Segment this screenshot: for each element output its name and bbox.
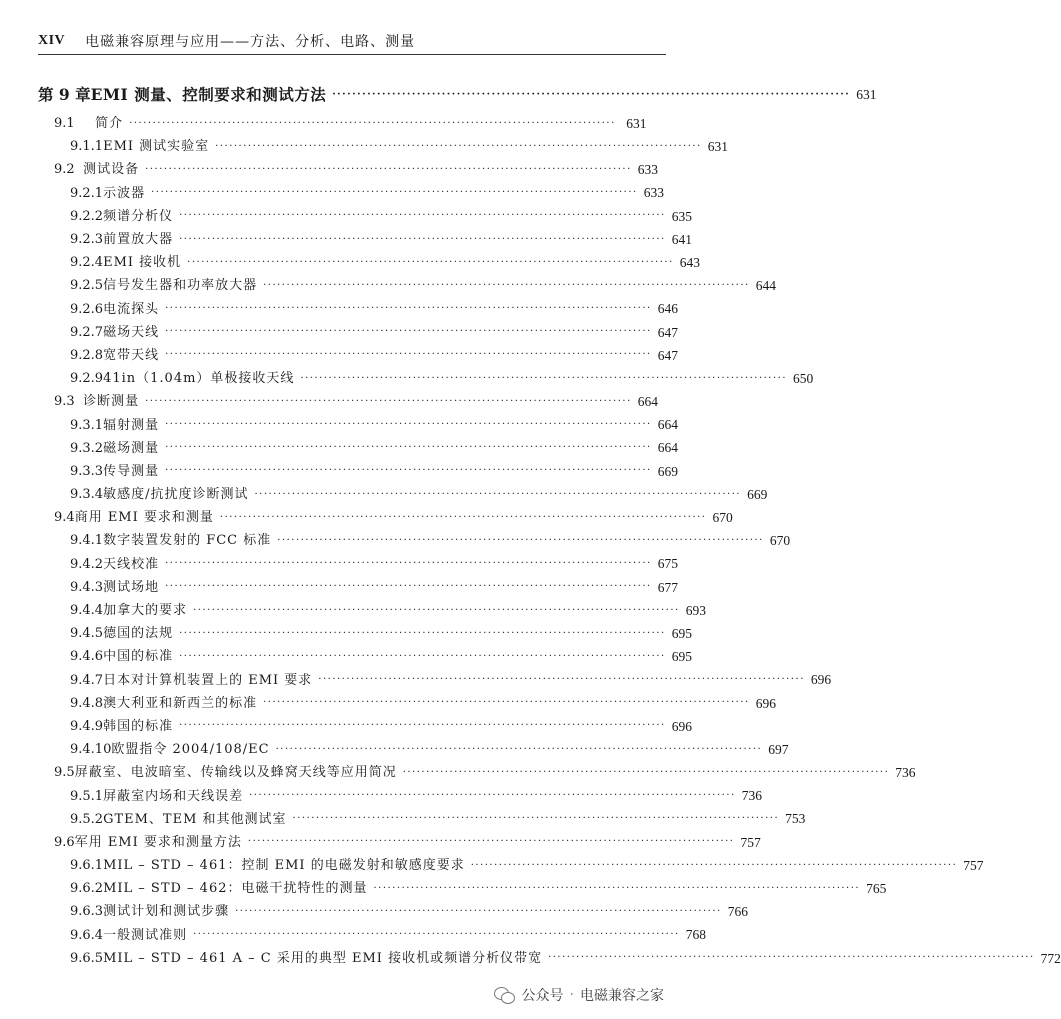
dot-leader: ········································································································ — [470, 859, 958, 871]
dot-leader: ········································································································ — [165, 419, 652, 431]
toc-subsection-entry[interactable] — [0, 808, 806, 831]
toc-subsection-entry[interactable] — [0, 692, 776, 715]
entry-page-number: 757 — [740, 834, 761, 850]
toc-entries — [0, 112, 1061, 970]
toc-section-entry[interactable] — [0, 112, 686, 135]
dot-leader: ········································································································ — [165, 581, 652, 593]
dot-leader: ········································································································ — [548, 952, 1035, 964]
entry-number: 9.1.1 — [70, 139, 104, 155]
entry-title: 示波器 — [103, 185, 146, 201]
entry-number: 9.3.2 — [70, 440, 104, 456]
toc-section-entry[interactable] — [0, 831, 761, 854]
toc-subsection-entry[interactable] — [0, 274, 776, 297]
dot-leader: ········································································································ — [332, 89, 851, 100]
entry-page-number: 736 — [741, 788, 762, 804]
entry-page-number: 664 — [637, 394, 659, 410]
entry-page-number: 695 — [671, 625, 692, 641]
entry-title: 军用 EMI 要求和测量方法 — [74, 834, 242, 850]
entry-page-number: 631 — [626, 115, 647, 131]
dot-leader: ········································································································ — [179, 233, 666, 245]
dot-leader: ········································································································ — [254, 488, 742, 500]
entry-page-number: 696 — [810, 672, 832, 688]
entry-title: 敏感度/抗扰度诊断测试 — [103, 487, 249, 503]
toc-subsection-entry[interactable] — [0, 622, 692, 645]
entry-title: 传导测量 — [103, 463, 160, 479]
entry-number: 9.6.3 — [70, 904, 104, 920]
toc-subsection-entry[interactable] — [0, 460, 686, 483]
book-title: 电磁兼容原理与应用——方法、分析、电路、测量 — [85, 34, 416, 50]
entry-title: 电流探头 — [103, 301, 160, 317]
entry-page-number: 669 — [747, 486, 768, 502]
dot-leader: ········································································································ — [145, 163, 632, 175]
entry-page-number: 765 — [866, 881, 887, 897]
toc-subsection-entry[interactable] — [0, 715, 692, 738]
dot-leader: ········································································································ — [179, 210, 666, 222]
entry-number: 9.6.1 — [70, 858, 104, 874]
entry-page-number: 643 — [679, 254, 700, 270]
toc-subsection-entry[interactable] — [0, 854, 984, 877]
entry-page-number: 646 — [657, 301, 678, 317]
dot-leader: ········································································································ — [247, 836, 735, 848]
chapter-title: EMI 测量、控制要求和测试方法 — [90, 85, 327, 105]
toc-subsection-entry[interactable] — [0, 367, 814, 390]
toc-subsection-entry[interactable] — [0, 413, 686, 436]
entry-title: 磁场天线 — [103, 324, 160, 340]
entry-title: 欧盟指令 2004/108/EC — [111, 742, 270, 758]
toc-subsection-entry[interactable] — [0, 344, 686, 367]
toc-subsection-entry[interactable] — [0, 483, 768, 506]
entry-number: 9.4.8 — [70, 695, 104, 711]
entry-page-number: 695 — [671, 649, 692, 665]
toc-subsection-entry[interactable] — [0, 877, 887, 900]
entry-number: 9.6.4 — [70, 927, 104, 943]
entry-title: EMI 接收机 — [103, 255, 182, 271]
dot-leader: ········································································································ — [179, 650, 666, 662]
entry-page-number: 670 — [769, 533, 791, 549]
chapter-number: 第 9 章 — [38, 85, 91, 105]
toc-subsection-entry[interactable] — [0, 738, 789, 761]
entry-title: MIL – STD – 462：电磁干扰特性的测量 — [103, 881, 368, 897]
entry-page-number: 753 — [785, 811, 806, 827]
dot-leader: ········································································································ — [402, 766, 890, 778]
dot-leader: ········································································································ — [235, 905, 722, 917]
toc-subsection-entry[interactable] — [0, 251, 700, 274]
toc-subsection-entry[interactable] — [0, 576, 686, 599]
wechat-watermark — [494, 983, 664, 1007]
toc-subsection-entry[interactable] — [0, 784, 762, 807]
entry-number: 9.4.3 — [70, 579, 104, 595]
toc-subsection-entry[interactable] — [0, 298, 686, 321]
entry-title: 宽带天线 — [103, 347, 160, 363]
entry-title: 中国的标准 — [103, 649, 174, 665]
entry-title: 前置放大器 — [103, 232, 174, 248]
entry-title: EMI 测试实验室 — [103, 139, 210, 155]
dot-leader: ········································································································ — [165, 465, 652, 477]
dot-leader: ········································································································ — [193, 929, 680, 941]
entry-number: 9.3 — [54, 394, 75, 410]
dot-leader: ········································································································ — [292, 813, 780, 825]
entry-title: 加拿大的要求 — [103, 603, 188, 619]
entry-number: 9.2.5 — [70, 278, 104, 294]
watermark-separator: · — [569, 987, 574, 1003]
entry-number: 9.2.8 — [70, 347, 104, 363]
entry-page-number: 697 — [768, 741, 789, 757]
entry-title: 日本对计算机装置上的 EMI 要求 — [103, 672, 313, 688]
dot-leader: ········································································································ — [187, 256, 674, 268]
entry-number: 9.4.6 — [70, 649, 104, 665]
entry-title: GTEM、TEM 和其他测试室 — [103, 811, 287, 827]
toc-subsection-entry[interactable] — [0, 947, 1061, 970]
dot-leader: ········································································································ — [300, 372, 788, 384]
toc-subsection-entry[interactable] — [0, 228, 692, 251]
entry-title: 辐射测量 — [103, 417, 160, 433]
dot-leader: ········································································································ — [215, 140, 702, 152]
entry-page-number: 650 — [793, 370, 814, 386]
entry-page-number: 635 — [671, 208, 692, 224]
entry-page-number: 693 — [685, 602, 706, 618]
toc-section-entry[interactable] — [0, 761, 916, 784]
entry-number: 9.4.10 — [70, 742, 112, 758]
dot-leader: ········································································································ — [373, 882, 861, 894]
dot-leader: ········································································································ — [263, 697, 750, 709]
entry-title: 测试计划和测试步骤 — [103, 904, 230, 920]
entry-number: 9.5.2 — [70, 811, 104, 827]
dot-leader: ········································································································ — [165, 326, 652, 338]
dot-leader: ········································································································ — [165, 442, 652, 454]
entry-number: 9.3.3 — [70, 463, 104, 479]
entry-title: 频谱分析仪 — [103, 208, 174, 224]
entry-page-number: 641 — [671, 231, 692, 247]
entry-number: 9.4.7 — [70, 672, 104, 688]
entry-page-number: 669 — [657, 463, 678, 479]
entry-title: 信号发生器和功率放大器 — [103, 278, 258, 294]
toc-subsection-entry[interactable] — [0, 437, 686, 460]
toc-section-entry[interactable] — [0, 506, 733, 529]
dot-leader: ········································································································ — [179, 720, 666, 732]
entry-page-number: 757 — [963, 857, 984, 873]
entry-number: 9.4.9 — [70, 718, 104, 734]
watermark-name: 电磁兼容之家 — [580, 988, 664, 1004]
entry-page-number: 736 — [895, 765, 916, 781]
entry-title: 简介 — [95, 116, 124, 132]
dot-leader: ········································································································ — [179, 627, 666, 639]
entry-number: 9.2.1 — [70, 185, 104, 201]
chapter-page-number: 631 — [856, 87, 877, 103]
entry-number: 9.4.4 — [70, 603, 104, 619]
entry-number: 9.3.1 — [70, 417, 104, 433]
entry-page-number: 647 — [657, 347, 678, 363]
entry-number: 9.4.5 — [70, 626, 104, 642]
entry-number: 9.6.2 — [70, 881, 104, 897]
page-roman-numeral: XIV — [38, 33, 66, 48]
entry-page-number: 772 — [1040, 950, 1061, 966]
entry-number: 9.4.1 — [70, 533, 104, 549]
table-of-contents — [0, 80, 1061, 970]
entry-page-number: 768 — [685, 927, 706, 943]
entry-page-number: 677 — [657, 579, 678, 595]
entry-page-number: 631 — [707, 139, 728, 155]
entry-title: 屏蔽室、电波暗室、传输线以及蜂窝天线等应用简况 — [74, 765, 397, 781]
entry-title: 测试设备 — [83, 162, 140, 178]
entry-title: 澳大利亚和新西兰的标准 — [103, 695, 258, 711]
entry-page-number: 664 — [657, 440, 678, 456]
toc-subsection-entry[interactable] — [0, 321, 686, 344]
entry-title: 诊断测量 — [83, 394, 140, 410]
entry-page-number: 670 — [712, 510, 733, 526]
entry-number: 9.1 — [54, 116, 75, 132]
entry-number: 9.2.7 — [70, 324, 104, 340]
entry-title: 41in（1.04m）单极接收天线 — [103, 371, 295, 387]
entry-number: 9.2.3 — [70, 232, 104, 248]
entry-page-number: 664 — [657, 417, 678, 433]
entry-page-number: 633 — [637, 162, 659, 178]
entry-title: 一般测试准则 — [103, 927, 188, 943]
dot-leader: ········································································································ — [151, 187, 638, 199]
entry-page-number: 675 — [657, 556, 678, 572]
toc-section-entry[interactable] — [0, 390, 686, 413]
toc-subsection-entry[interactable] — [0, 205, 692, 228]
entry-page-number: 644 — [755, 278, 776, 294]
entry-number: 9.6 — [54, 834, 75, 850]
toc-subsection-entry[interactable] — [0, 182, 686, 205]
toc-subsection-entry[interactable] — [0, 553, 686, 576]
wechat-icon — [494, 986, 516, 1004]
dot-leader: ········································································································ — [277, 534, 764, 546]
toc-subsection-entry[interactable] — [0, 669, 832, 692]
entry-number: 9.4 — [54, 510, 75, 526]
toc-subsection-entry[interactable] — [0, 645, 692, 668]
dot-leader: ········································································································ — [165, 303, 652, 315]
chapter-heading[interactable] — [0, 80, 877, 110]
dot-leader: ········································································································ — [263, 279, 750, 291]
entry-number: 9.4.2 — [70, 556, 104, 572]
entry-page-number: 696 — [755, 695, 776, 711]
entry-number: 9.3.4 — [70, 487, 104, 503]
entry-title: 德国的法规 — [103, 626, 174, 642]
toc-subsection-entry[interactable] — [0, 599, 706, 622]
entry-number: 9.2 — [54, 162, 75, 178]
dot-leader: ········································································································ — [165, 558, 652, 570]
entry-title: 商用 EMI 要求和测量 — [74, 510, 214, 526]
entry-title: 测试场地 — [103, 579, 160, 595]
dot-leader: ········································································································ — [193, 604, 680, 616]
entry-page-number: 647 — [657, 324, 678, 340]
dot-leader: ········································································································ — [275, 743, 763, 755]
watermark-label: 公众号 — [521, 988, 564, 1004]
entry-title: 天线校准 — [103, 556, 160, 572]
entry-page-number: 696 — [671, 718, 692, 734]
entry-title: MIL – STD – 461：控制 EMI 的电磁发射和敏感度要求 — [103, 858, 465, 874]
entry-title: 韩国的标准 — [103, 718, 174, 734]
entry-number: 9.6.5 — [70, 950, 104, 966]
entry-number: 9.2.9 — [70, 371, 104, 387]
running-header — [38, 28, 666, 55]
dot-leader: ········································································································ — [318, 674, 805, 686]
entry-page-number: 633 — [643, 185, 664, 201]
dot-leader: ········································································································ — [165, 349, 652, 361]
entry-number: 9.5 — [54, 765, 75, 781]
entry-title: MIL – STD – 461 A – C 采用的典型 EMI 接收机或频谱分析仪带宽 — [103, 950, 543, 966]
entry-number: 9.2.6 — [70, 301, 104, 317]
entry-page-number: 766 — [727, 904, 748, 920]
toc-subsection-entry[interactable] — [0, 135, 728, 158]
entry-number: 9.5.1 — [70, 788, 104, 804]
toc-subsection-entry[interactable] — [0, 529, 791, 552]
entry-title: 屏蔽室内场和天线误差 — [103, 788, 244, 804]
dot-leader: ········································································································ — [249, 790, 736, 802]
toc-subsection-entry[interactable] — [0, 924, 706, 947]
entry-title: 磁场测量 — [103, 440, 160, 456]
entry-number: 9.2.4 — [70, 255, 104, 271]
toc-section-entry[interactable] — [0, 158, 686, 181]
dot-leader: ········································································································ — [129, 117, 616, 129]
toc-subsection-entry[interactable] — [0, 900, 748, 923]
entry-title: 数字装置发射的 FCC 标准 — [103, 533, 272, 549]
entry-number: 9.2.2 — [70, 208, 104, 224]
dot-leader: ········································································································ — [145, 395, 632, 407]
dot-leader: ········································································································ — [219, 511, 707, 523]
